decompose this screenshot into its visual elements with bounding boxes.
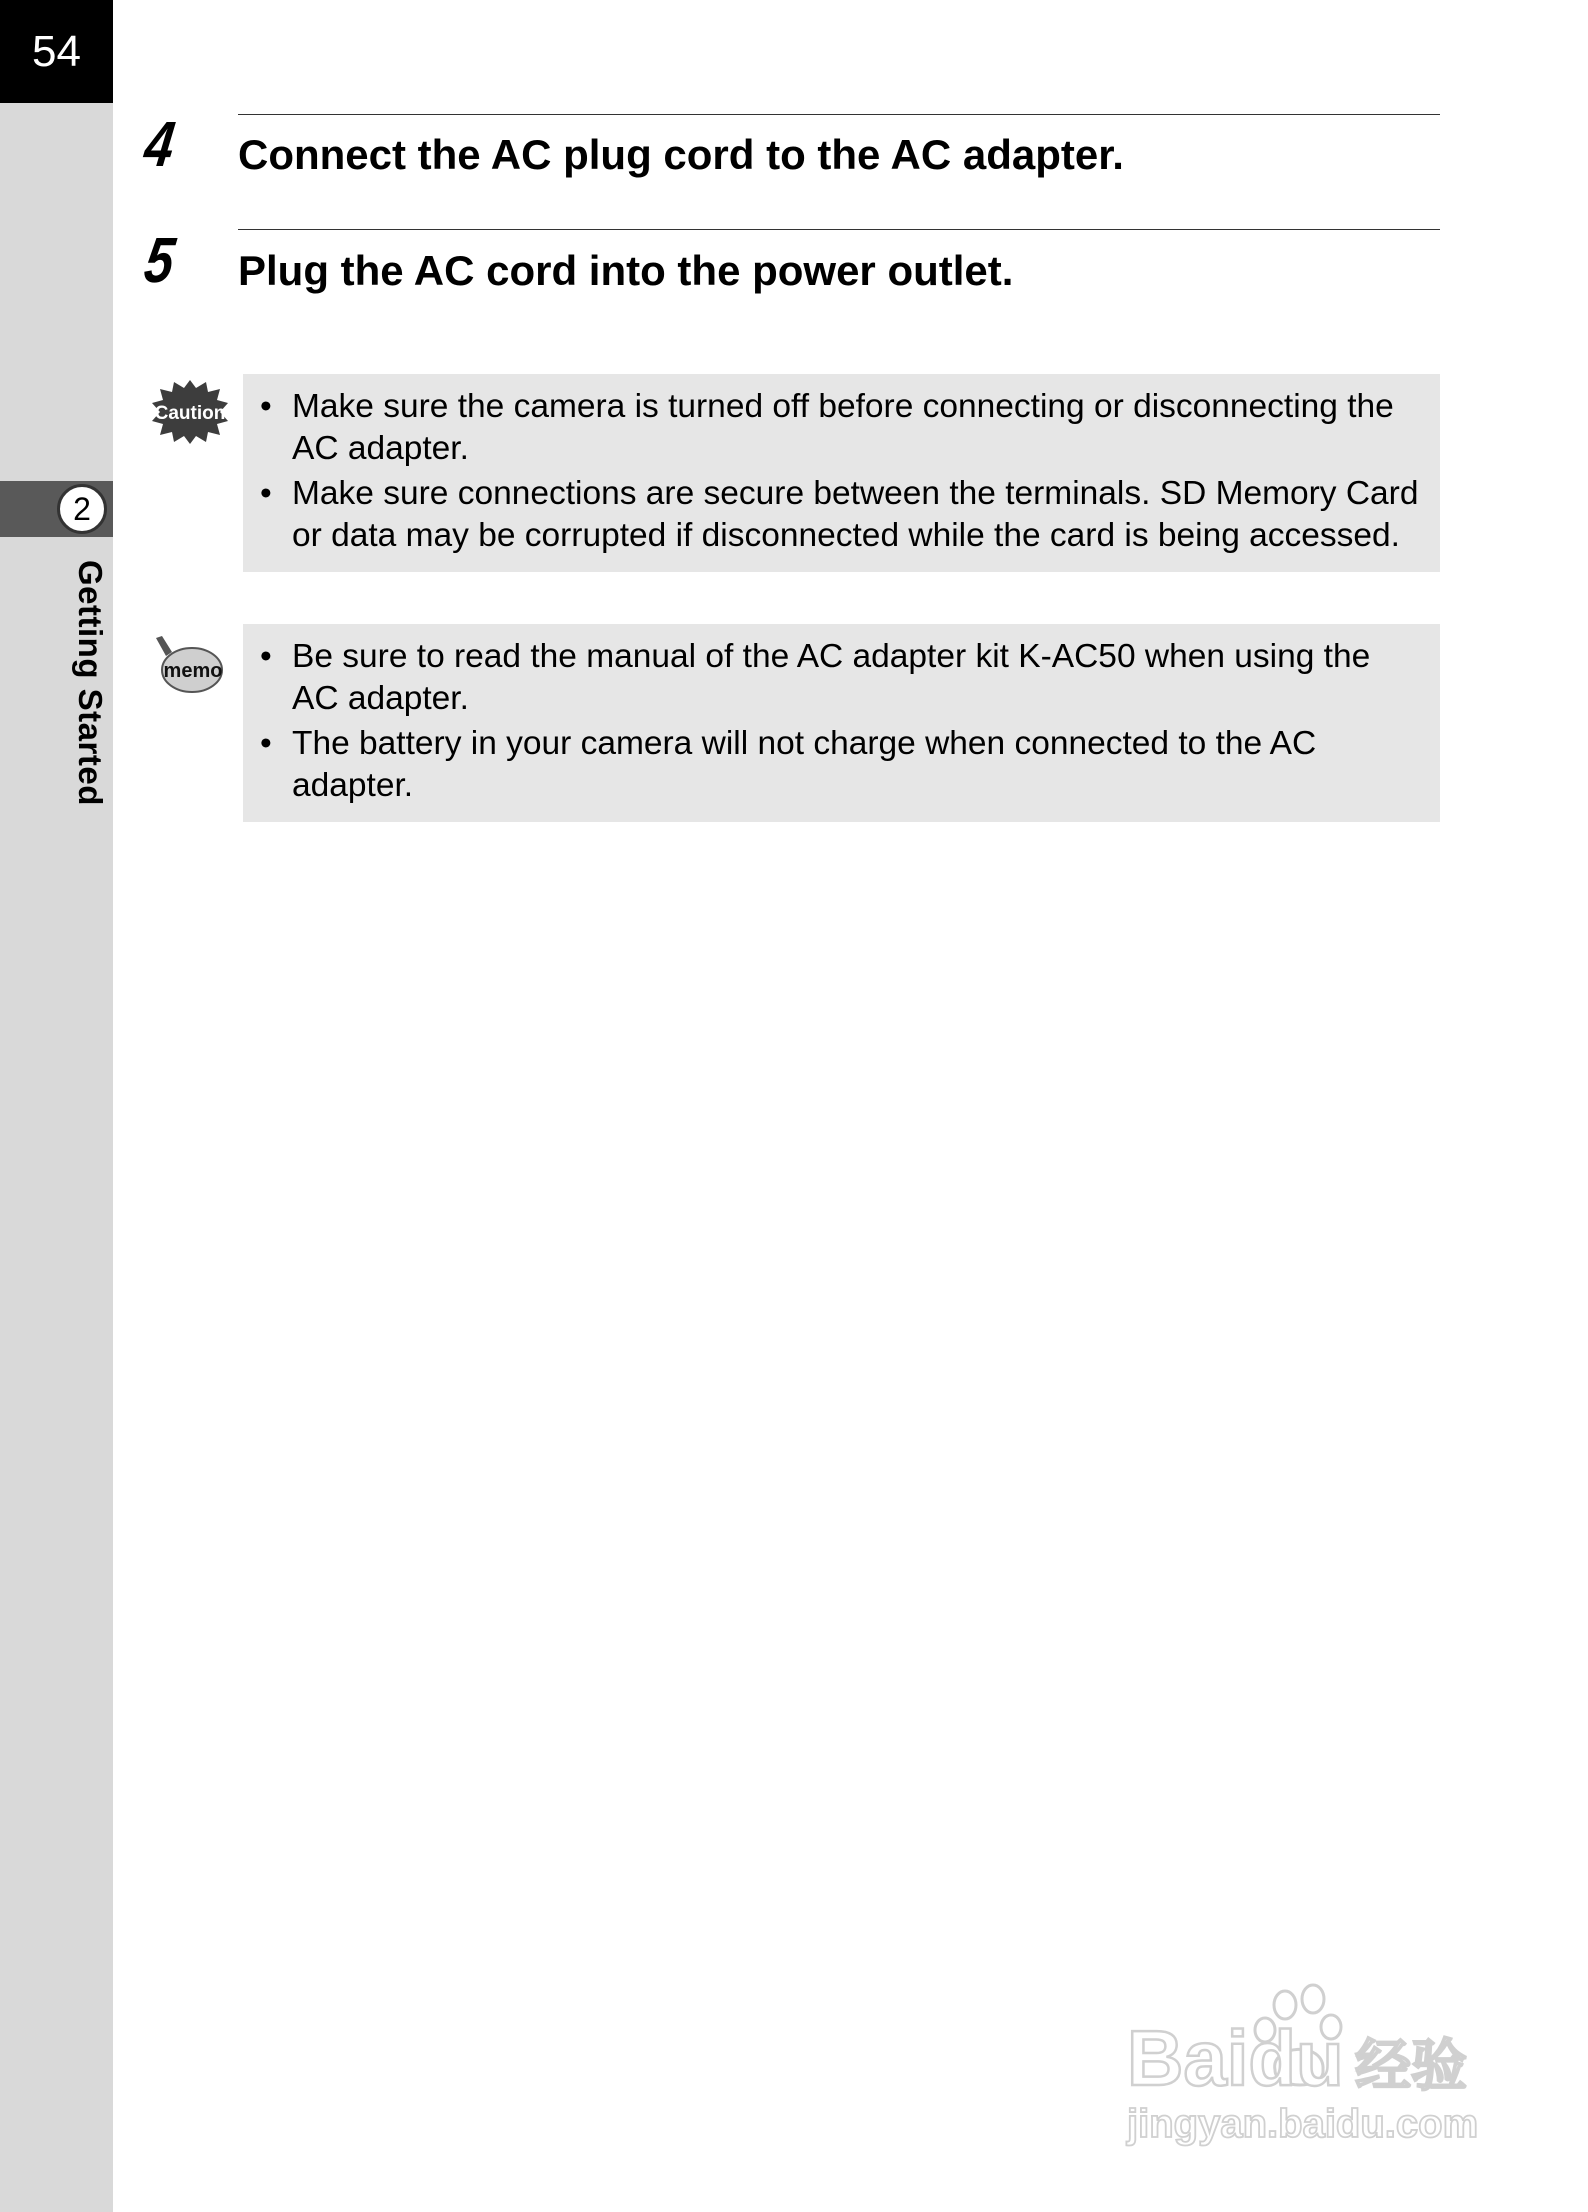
chapter-number: 2 xyxy=(57,484,107,534)
step-instruction: Plug the AC cord into the power outlet. xyxy=(238,247,1014,294)
memo-item: • Be sure to read the manual of the AC adapter kit K-AC50 when using the AC adapter. xyxy=(260,636,1422,720)
caution-icon-label: Caution xyxy=(154,403,226,424)
page-number: 54 xyxy=(0,0,113,103)
step-number: 4 xyxy=(140,108,180,180)
step-number: 5 xyxy=(140,224,180,296)
watermark-brand: Baidu xyxy=(1127,2014,1344,2102)
memo-icon xyxy=(150,632,226,698)
memo-note xyxy=(243,624,1440,822)
step-divider xyxy=(238,114,1440,115)
caution-item: • Make sure connections are secure between the terminals. SD Memory Card or data may be corrupted if disconnected while the card is being accessed. xyxy=(260,473,1422,557)
chapter-title: Getting Started xyxy=(72,560,109,806)
watermark-url: jingyan.baidu.com xyxy=(1127,2102,1479,2146)
step-divider xyxy=(238,229,1440,230)
side-band xyxy=(0,0,113,2212)
caution-icon xyxy=(150,378,230,446)
memo-item: • The battery in your camera will not charge when connected to the AC adapter. xyxy=(260,723,1422,807)
caution-item: • Make sure the camera is turned off before connecting or disconnecting the AC adapter. xyxy=(260,386,1422,470)
caution-note xyxy=(243,374,1440,572)
baidu-watermark xyxy=(1125,1975,1495,2155)
memo-icon-label: memo xyxy=(163,660,223,682)
watermark-brand-cn: 经验 xyxy=(1355,2034,1467,2099)
step-instruction: Connect the AC plug cord to the AC adapter. xyxy=(238,131,1124,178)
